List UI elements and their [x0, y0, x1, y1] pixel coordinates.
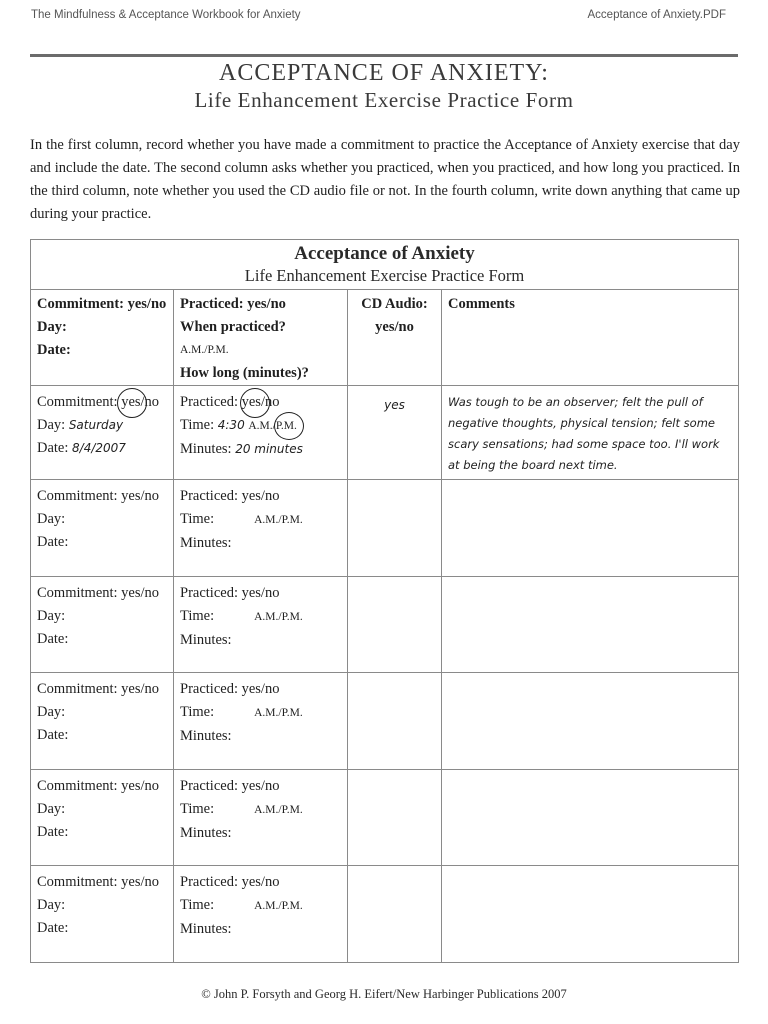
day-line: Day: — [37, 801, 66, 817]
example-commitment-no: /no — [140, 394, 160, 410]
table-title: Acceptance of Anxiety — [294, 243, 475, 264]
example-time-value: 4:30 — [217, 418, 245, 432]
date-line: Date: — [37, 534, 69, 550]
time-label: Time: — [180, 608, 215, 624]
table-subtitle: Life Enhancement Exercise Practice Form — [244, 266, 525, 285]
intro-paragraph: In the first column, record whether you have made a commitment to practice the Acceptance of Anxiety exercise that day and include the date. The second column asks whether you practiced, when you practiced, and how long you practiced. In the third column, note whether you used the CD audio file or not. In the fourth column, write down anything that came up during your practice. — [30, 137, 740, 222]
time-label: Time: — [180, 897, 215, 913]
practiced-cell[interactable] — [174, 770, 348, 866]
time-label: Time: — [180, 704, 215, 720]
commitment-cell[interactable] — [31, 866, 174, 963]
example-date-label: Date: — [37, 440, 69, 456]
header-comments — [442, 290, 739, 386]
day-line: Day: — [37, 704, 66, 720]
practiced-cell[interactable] — [174, 673, 348, 770]
example-comment-cell — [442, 386, 739, 480]
blank-row-3 — [31, 673, 739, 770]
header-date-line: Date: — [37, 342, 71, 358]
commitment-cell[interactable] — [31, 577, 174, 673]
practiced-line: Practiced: yes/no — [180, 488, 280, 504]
example-day-label: Day: — [37, 417, 66, 433]
example-comment-text: Was tough to be an observer; felt the pull of negative thoughts, physical tension; felt some scary sensations; had some space too. I'll work at being the board next time. — [448, 395, 720, 472]
example-commitment-cell — [31, 386, 174, 480]
example-cd-cell — [348, 386, 442, 480]
practice-form-table — [30, 239, 739, 963]
commitment-line: Commitment: yes/no — [37, 778, 160, 794]
practiced-cell[interactable] — [174, 866, 348, 963]
comments-cell[interactable] — [442, 673, 739, 770]
example-practiced-yes: yes — [241, 394, 261, 410]
example-commitment-prefix: Commitment: — [37, 394, 118, 410]
example-practiced-cell — [174, 386, 348, 480]
blank-row-5 — [31, 866, 739, 963]
practiced-cell[interactable] — [174, 480, 348, 577]
blank-row-4 — [31, 770, 739, 866]
example-day-value: Saturday — [68, 418, 124, 432]
practiced-line: Practiced: yes/no — [180, 874, 280, 890]
cd-audio-cell[interactable] — [348, 673, 442, 770]
header-commitment-line: Commitment: yes/no — [37, 296, 167, 312]
header-cd-line: CD Audio: — [361, 296, 428, 312]
practiced-line: Practiced: yes/no — [180, 585, 280, 601]
table-title-cell — [31, 240, 739, 290]
date-line: Date: — [37, 631, 69, 647]
commitment-line: Commitment: yes/no — [37, 874, 160, 890]
header-howlong-line: How long (minutes)? — [180, 365, 309, 381]
date-line: Date: — [37, 824, 69, 840]
minutes-line: Minutes: — [180, 825, 232, 841]
example-time-label: Time: — [180, 417, 215, 433]
header-comments-line: Comments — [448, 296, 515, 312]
header-commitment — [31, 290, 174, 386]
comments-cell[interactable] — [442, 770, 739, 866]
ampm-label: A.M./P.M. — [254, 611, 303, 623]
example-am: A.M./ — [248, 420, 276, 432]
minutes-line: Minutes: — [180, 632, 232, 648]
commitment-cell[interactable] — [31, 770, 174, 866]
commitment-line: Commitment: yes/no — [37, 488, 160, 504]
example-minutes-value: 20 minutes — [235, 442, 303, 456]
commitment-cell[interactable] — [31, 480, 174, 577]
commitment-line: Commitment: yes/no — [37, 681, 160, 697]
time-label: Time: — [180, 801, 215, 817]
cd-audio-cell[interactable] — [348, 577, 442, 673]
day-line: Day: — [37, 511, 66, 527]
header-practiced-line: Practiced: yes/no — [180, 296, 286, 312]
example-pm: P.M. — [275, 420, 297, 432]
date-line: Date: — [37, 727, 69, 743]
copyright-footer: © John P. Forsyth and Georg H. Eifert/New Harbinger Publications 2007 — [201, 987, 567, 1001]
blank-row-2 — [31, 577, 739, 673]
example-cd-value: yes — [384, 398, 405, 412]
day-line: Day: — [37, 897, 66, 913]
example-commitment-yes: yes — [121, 394, 141, 410]
file-name-header: Acceptance of Anxiety.PDF — [587, 9, 726, 21]
page-title: ACCEPTANCE OF ANXIETY: — [219, 60, 549, 86]
blank-row-1 — [31, 480, 739, 577]
cd-audio-cell[interactable] — [348, 480, 442, 577]
ampm-label: A.M./P.M. — [254, 707, 303, 719]
ampm-label: A.M./P.M. — [254, 804, 303, 816]
example-date-value: 8/4/2007 — [72, 441, 126, 455]
practiced-line: Practiced: yes/no — [180, 778, 280, 794]
header-cd-yesno-line: yes/no — [375, 319, 414, 335]
header-cd-audio — [348, 290, 442, 386]
example-practiced-no: /no — [260, 394, 280, 410]
ampm-label: A.M./P.M. — [254, 900, 303, 912]
page-subtitle: Life Enhancement Exercise Practice Form — [194, 88, 574, 112]
practiced-cell[interactable] — [174, 577, 348, 673]
time-label: Time: — [180, 511, 215, 527]
practiced-line: Practiced: yes/no — [180, 681, 280, 697]
example-minutes-label: Minutes: — [180, 441, 232, 457]
comments-cell[interactable] — [442, 577, 739, 673]
cd-audio-cell[interactable] — [348, 866, 442, 963]
date-line: Date: — [37, 920, 69, 936]
commitment-line: Commitment: yes/no — [37, 585, 160, 601]
header-practiced — [174, 290, 348, 386]
header-day-line: Day: — [37, 319, 67, 335]
header-when-line: When practiced? — [180, 319, 286, 335]
comments-cell[interactable] — [442, 480, 739, 577]
ampm-label: A.M./P.M. — [254, 514, 303, 526]
comments-cell[interactable] — [442, 866, 739, 963]
commitment-cell[interactable] — [31, 673, 174, 770]
minutes-line: Minutes: — [180, 535, 232, 551]
minutes-line: Minutes: — [180, 728, 232, 744]
header-ampm-line: A.M./P.M. — [180, 344, 229, 356]
cd-audio-cell[interactable] — [348, 770, 442, 866]
minutes-line: Minutes: — [180, 921, 232, 937]
book-title-header: The Mindfulness & Acceptance Workbook for Anxiety — [31, 9, 301, 21]
day-line: Day: — [37, 608, 66, 624]
example-practiced-prefix: Practiced: — [180, 394, 238, 410]
header-rule — [30, 54, 738, 57]
example-row — [31, 386, 739, 480]
